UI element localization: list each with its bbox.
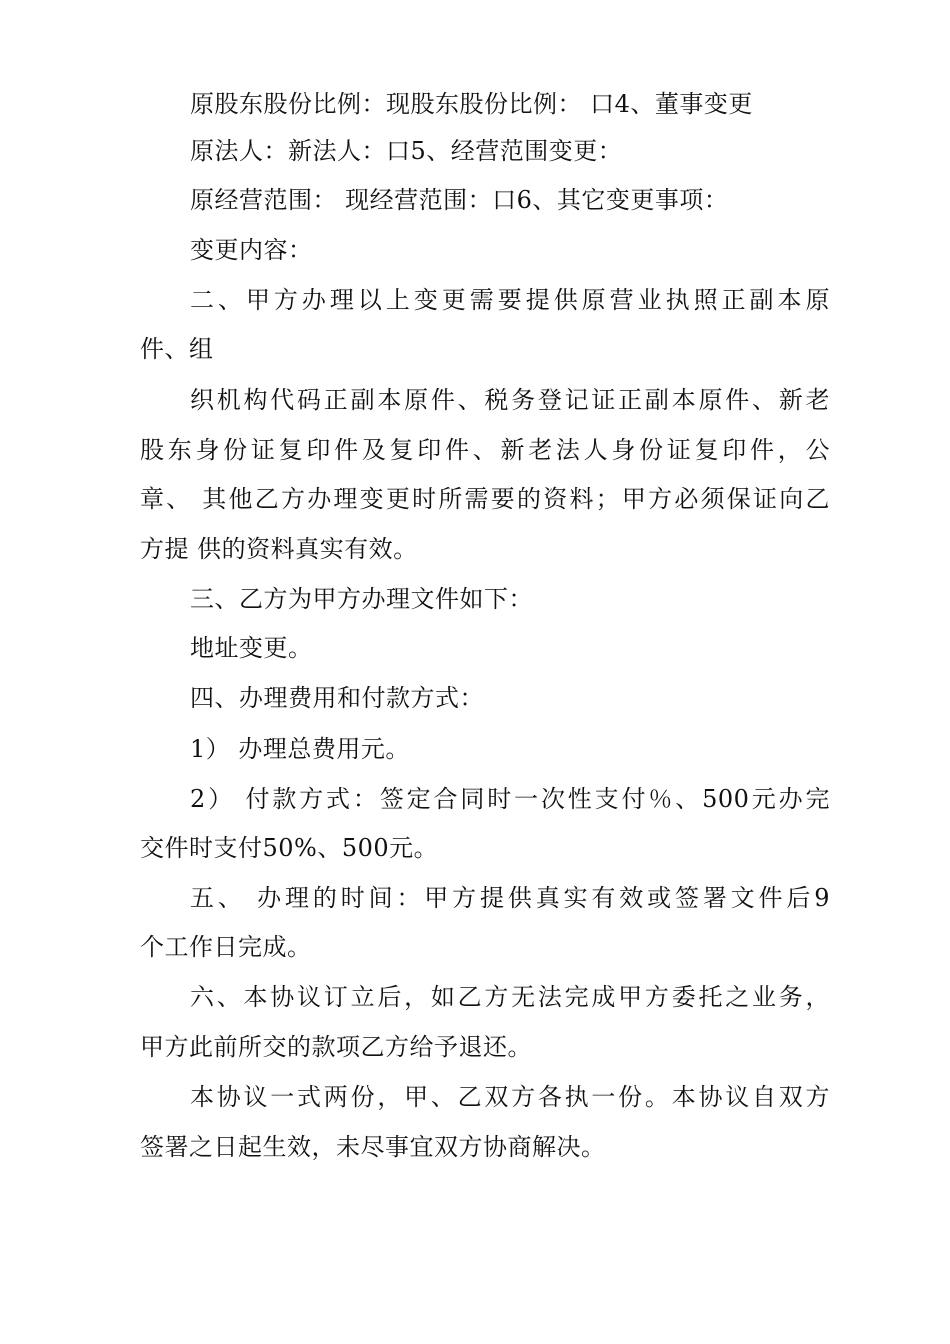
text-line-legal-person: 原法人：新法人：口5、经营范围变更：: [190, 137, 623, 165]
text-line-clause-6: 六、本协议订立后，如乙方无法完成甲方委托之业务，: [190, 983, 830, 1011]
text-line-business-scope: 原经营范围： 现经营范围：口6、其它变更事项：: [190, 186, 729, 214]
text-line-clause-5: 五、 办理的时间：甲方提供真实有效或签署文件后9: [190, 884, 830, 912]
text-line-documents-3: 章、 其他乙方办理变更时所需要的资料；甲方必须保证向乙: [140, 485, 830, 513]
text-line-address-change: 地址变更。: [190, 634, 313, 662]
text-line-documents-1: 织机构代码正副本原件、税务登记证正副本原件、新老: [190, 386, 830, 414]
text-line-shareholder-ratio: 原股东股份比例：现股东股份比例： 口4、董事变更: [190, 90, 753, 118]
text-line-clause-2-cont: 件、组: [140, 335, 214, 363]
text-line-payment-method-cont: 交件时支付50%、500元。: [140, 834, 439, 862]
text-line-payment-method: 2） 付款方式：签定合同时一次性支付％、500元办完: [190, 785, 830, 813]
text-line-documents-4: 方提 供的资料真实有效。: [140, 535, 418, 563]
text-line-clause-4: 四、办理费用和付款方式：: [190, 684, 484, 712]
text-line-effective: 签署之日起生效，未尽事宜双方协商解决。: [140, 1133, 606, 1161]
text-line-clause-5-cont: 个工作日完成。: [140, 933, 312, 961]
text-line-clause-3: 三、乙方为甲方办理文件如下：: [190, 585, 533, 613]
text-line-total-fee: 1） 办理总费用元。: [190, 735, 410, 763]
text-line-change-content: 变更内容：: [190, 236, 313, 264]
text-line-documents-2: 股东身份证复印件及复印件、新老法人身份证复印件，公: [140, 436, 830, 464]
text-line-copies: 本协议一式两份，甲、乙双方各执一份。本协议自双方: [190, 1083, 830, 1111]
text-line-clause-2: 二、甲方办理以上变更需要提供原营业执照正副本原: [190, 286, 830, 314]
text-line-clause-6-cont: 甲方此前所交的款项乙方给予退还。: [140, 1033, 532, 1061]
